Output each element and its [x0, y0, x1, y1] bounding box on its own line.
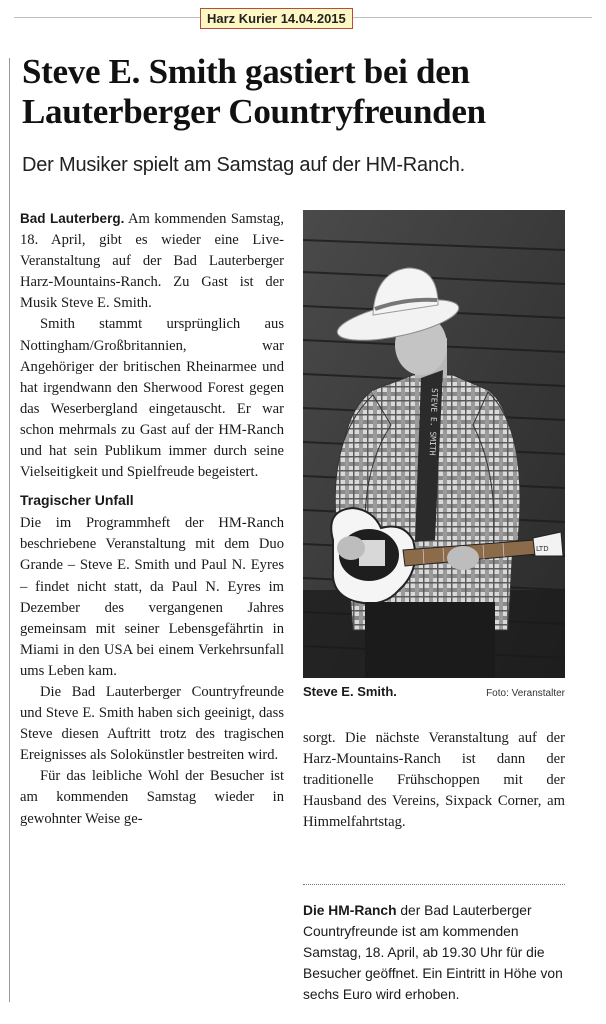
section-subhead: Tragischer Unfall	[20, 492, 134, 509]
photo-credit: Foto: Veranstalter	[486, 688, 565, 699]
article-photo	[303, 210, 565, 678]
subheadline: Der Musiker spielt am Samstag auf der HM-Ranch.	[22, 154, 465, 176]
guitar-brand-text: LTD	[536, 545, 549, 553]
info-box-text: der Bad Lauterberger Countryfreunde ist am kommenden Samstag, 18. April, ab 19.30 Uhr für die Besucher geöffnet. Ein Eintritt in Höhe von sechs Euro wird erhoben.	[303, 903, 563, 1002]
headline: Steve E. Smith gastiert bei den Lauterberger Countryfreunden	[22, 52, 486, 131]
paragraph-5: Für das leibliche Wohl der Besucher ist am kommenden Samstag wieder in gewohnter Weise ge-	[20, 768, 284, 827]
lead-text: Am kommenden Samstag, 18. April, gibt es wieder eine Live-Veranstaltung auf der Bad Lauterberger Harz-Mountains-Ranch. Zu Gast ist der Musik Steve E. Smith.	[20, 211, 284, 312]
info-box-label: Die HM-Ranch	[303, 903, 397, 918]
left-column-rule	[9, 58, 10, 1002]
guitarist-photo-illustration	[303, 210, 565, 678]
paragraph-2: Smith stammt ursprünglich aus Nottingham/Großbritannien, war Angehöriger der britischen Rheinarmee und hat irgendwann den Sherwood Forest gegen das Weserbergland eingetauscht. Er war schon mehrmals zu Gast auf der HM-Ranch und hat sein Publikum immer durch seine Vielseitigkeit und Spielfreude begeistert.	[20, 316, 284, 481]
paragraph-3: Die im Programmheft der HM-Ranch beschriebene Veranstaltung mit dem Duo Grande – Steve E. Smith und Paul N. Eyres – findet nicht statt, da Paul N. Eyres im Dezember des vergangenen Jahres gemeinsam mit seiner Lebensgefährtin in Miami in den USA bei einem Verkehrsunfall ums Leben kam.	[20, 515, 284, 679]
lead-paragraph	[20, 208, 284, 314]
article-left-column	[20, 208, 284, 830]
info-box	[303, 900, 565, 1005]
strap-lettering: STEVE E. SMITH	[427, 387, 439, 456]
paragraph-4: Die Bad Lauterberger Countryfreunde und Steve E. Smith haben sich geeinigt, dass Steve diesen Auftritt trotz des tragischen Ereignisses als Solokünstler bestreiten wird.	[20, 683, 284, 764]
article-continuation: sorgt. Die nächste Veranstaltung auf der Harz-Mountains-Ranch ist dann der traditionelle Frühschoppen mit der Hausband des Vereins, Sixpack Corner, am Himmelfahrtstag.	[303, 730, 565, 831]
dotted-separator	[303, 884, 565, 885]
source-tag: Harz Kurier 14.04.2015	[200, 8, 353, 29]
photo-caption-row	[303, 684, 565, 699]
photo-caption: Steve E. Smith.	[303, 684, 397, 699]
dateline: Bad Lauterberg.	[20, 211, 125, 226]
